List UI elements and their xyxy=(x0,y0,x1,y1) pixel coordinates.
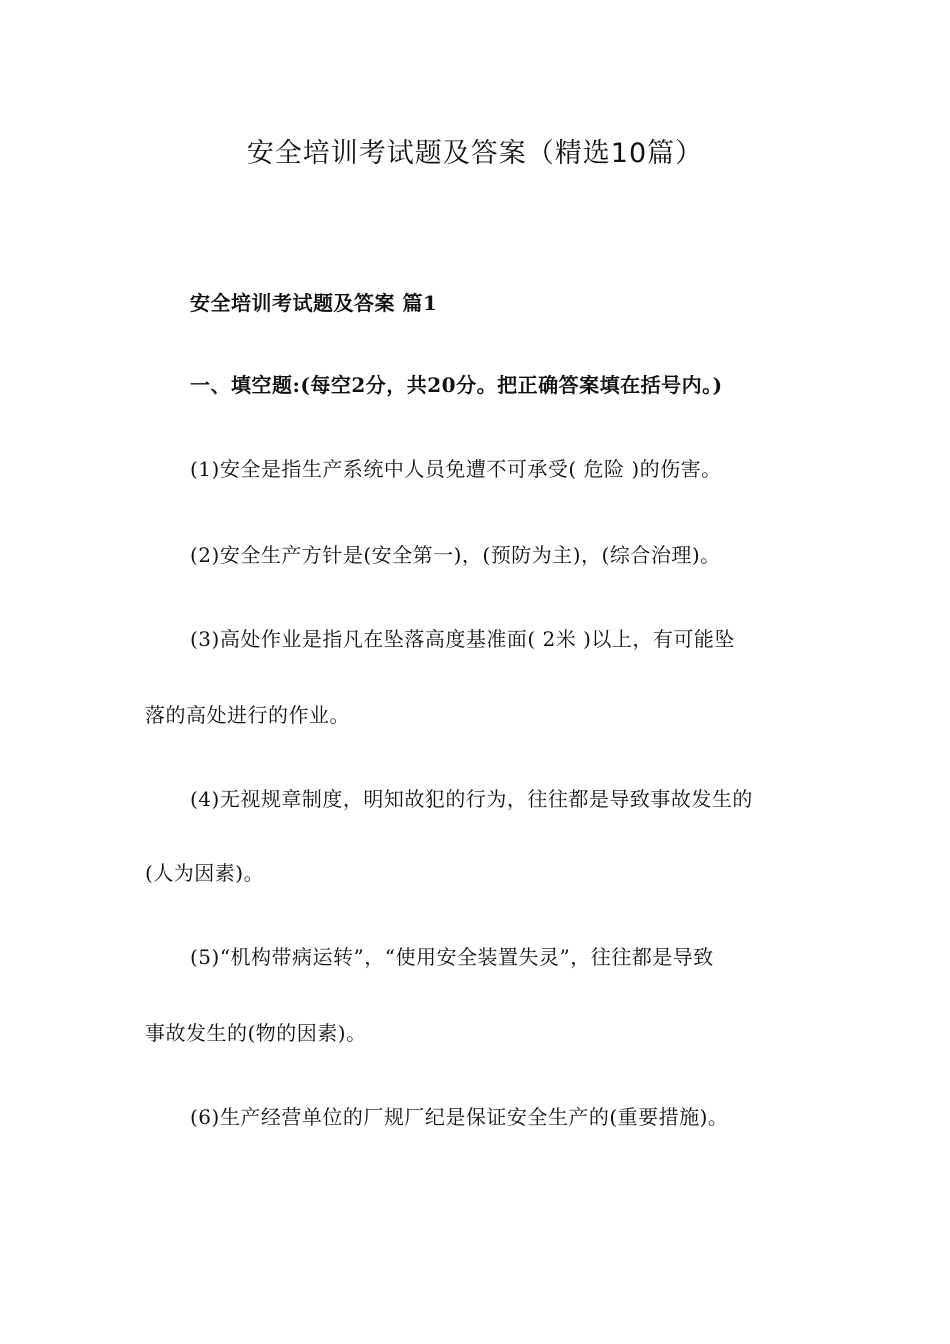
question-3-line-2: 落的高处进行的作业。 xyxy=(145,703,350,727)
part-heading: 一、填空题:(每空2分，共20分。把正确答案填在括号内。) xyxy=(190,373,723,397)
question-4-line-1: (4)无视规章制度，明知故犯的行为，往往都是导致事故发生的 xyxy=(190,787,753,811)
question-1-line-1: (1)安全是指生产系统中人员免遭不可承受( 危险 )的伤害。 xyxy=(190,457,722,481)
question-5-line-2: 事故发生的(物的因素)。 xyxy=(145,1021,367,1045)
document-title: 安全培训考试题及答案（精选10篇） xyxy=(246,138,704,169)
question-2-line-1: (2)安全生产方针是(安全第一)，(预防为主)，(综合治理)。 xyxy=(190,543,721,567)
section-heading: 安全培训考试题及答案 篇1 xyxy=(190,291,438,315)
question-3-line-1: (3)高处作业是指凡在坠落高度基准面( 2米 )以上，有可能坠 xyxy=(190,627,735,651)
question-4-line-2: (人为因素)。 xyxy=(145,861,265,885)
question-6-line-1: (6)生产经营单位的厂规厂纪是保证安全生产的(重要措施)。 xyxy=(190,1105,729,1129)
question-5-line-1: (5)“机构带病运转”，“使用安全装置失灵”，往往都是导致 xyxy=(190,945,714,969)
